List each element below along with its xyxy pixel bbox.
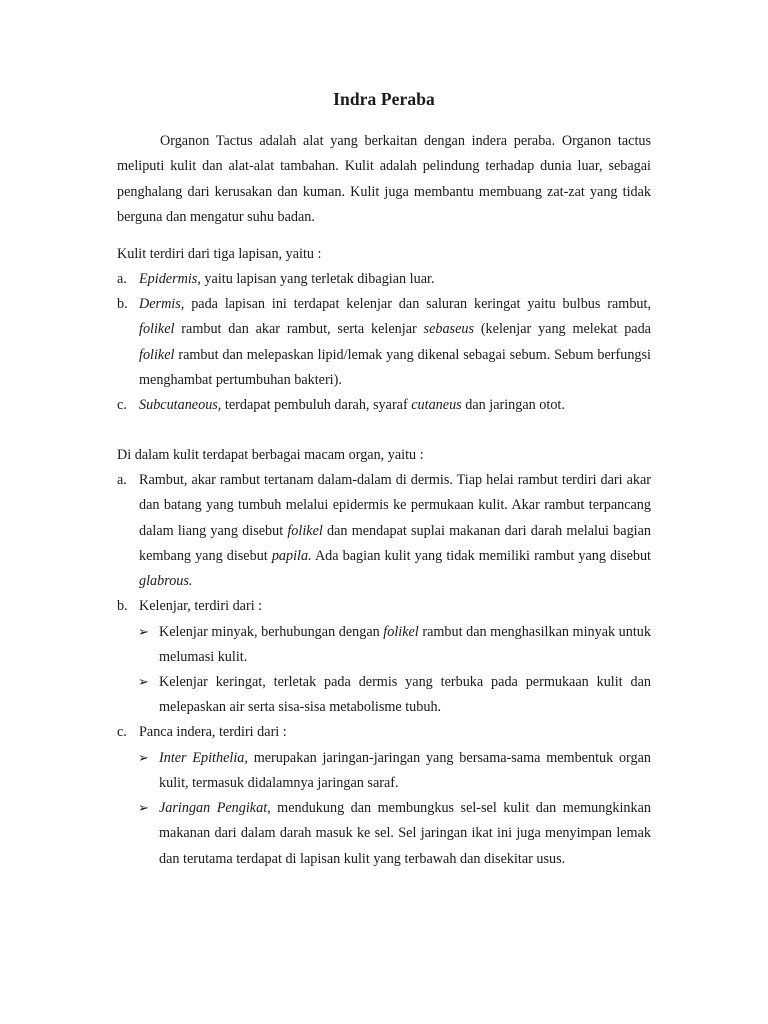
term-folikel: folikel (139, 346, 175, 363)
list-item-text: Subcutaneous, terdapat pembuluh darah, syaraf cutaneus dan jaringan otot. (139, 397, 565, 413)
term-epidermis: Epidermis, (139, 271, 201, 287)
list-item-text: Dermis, pada lapisan ini terdapat kelenjar dan saluran keringat yaitu bulbus rambut, folikel rambut dan akar rambut, serta kelenjar sebaseus (kelenjar yang melekat pada folikel rambut dan melepaskan lipid/lemak yang dikenal sebagai sebum. Sebum berfungsi menghambat pertumbuhan bakteri). (139, 296, 651, 388)
list-marker: a. (117, 271, 127, 287)
list-item-rambut (117, 468, 651, 594)
arrow-bullet-icon: ➢ (138, 675, 149, 690)
list-marker: c. (117, 724, 127, 740)
term-jaringan-pengikat: Jaringan Pengikat (159, 800, 268, 816)
page-title: Indra Peraba (333, 89, 435, 109)
arrow-bullet-icon: ➢ (138, 801, 149, 816)
sublist-item-inter-epithelia (138, 746, 651, 797)
list-item-text: Epidermis, yaitu lapisan yang terletak dibagian luar. (139, 271, 435, 287)
list-marker: b. (117, 296, 128, 312)
term-folikel: folikel (383, 624, 419, 640)
list-item-subcutaneous (117, 393, 651, 418)
term-dermis: Dermis, (139, 296, 185, 312)
term-subcutaneous: Subcutaneous, (139, 397, 222, 413)
list-marker: a. (117, 472, 127, 488)
list-item-text: Panca indera, terdiri dari : (139, 724, 287, 740)
term-inter-epithelia: Inter Epithelia (159, 750, 245, 766)
list-item-text: Kelenjar, terdiri dari : (139, 598, 263, 614)
sublist-item-text: Kelenjar keringat, terletak pada dermis yang terbuka pada permukaan kulit dan melepaskan air serta sisa-sisa metabolisme tubuh. (159, 674, 651, 716)
term-sebaseus: sebaseus (423, 321, 474, 338)
arrow-bullet-icon: ➢ (138, 625, 149, 640)
intro-paragraph: Organon Tactus adalah alat yang berkaitan dengan indera peraba. Organon tactus meliputi kulit dan alat-alat tambahan. Kulit adalah pelindung terhadap dunia luar, sebagai penghalang dari kerusakan dan kuman. Kulit juga membantu membuang zat-zat yang tidak berguna dan mengatur suhu badan. (117, 133, 651, 225)
list-item-text: Rambut, akar rambut tertanam dalam-dalam di dermis. Tiap helai rambut terdiri dari akar dan batang yang tumbuh melalui epidermis ke permukaan kulit. Akar rambut terpancang dalam liang yang disebut folikel dan mendapat suplai makanan dari darah melalui bagian kembang yang disebut papila. Ada bagian kulit yang tidak memiliki rambut yang disebut glabrous. (139, 472, 651, 590)
organs-heading: Di dalam kulit terdapat berbagai macam organ, yaitu : (117, 447, 424, 463)
sublist-item-jaringan-pengikat (138, 796, 651, 872)
list-item-panca-indera (117, 720, 651, 745)
list-item-epidermis (117, 267, 651, 292)
sublist-item-kelenjar-minyak (138, 620, 651, 671)
term-papila: papila. (271, 547, 312, 564)
term-folikel: folikel (139, 321, 175, 338)
layers-heading: Kulit terdiri dari tiga lapisan, yaitu : (117, 246, 322, 262)
sublist-item-text: Kelenjar minyak, berhubungan dengan folikel rambut dan menghasilkan minyak untuk melumasi kulit. (159, 624, 651, 666)
list-item-dermis (117, 292, 651, 393)
list-marker: b. (117, 598, 128, 614)
term-folikel: folikel (287, 522, 323, 539)
list-item-kelenjar (117, 594, 651, 619)
term-cutaneus: cutaneus (411, 397, 462, 413)
term-glabrous: glabrous. (139, 573, 193, 590)
sublist-item-text: Inter Epithelia, merupakan jaringan-jaringan yang bersama-sama membentuk organ kulit, termasuk didalamnya jaringan saraf. (159, 750, 652, 792)
sublist-item-kelenjar-keringat (138, 670, 651, 721)
sublist-item-text: Jaringan Pengikat, mendukung dan membungkus sel-sel kulit dan memungkinkan makanan dari dalam darah masuk ke sel. Sel jaringan ikat ini juga menyimpan lemak dan terutama terdapat di lapisan kulit yang terbawah dan disekitar usus. (159, 800, 651, 867)
list-marker: c. (117, 397, 127, 413)
arrow-bullet-icon: ➢ (138, 751, 149, 766)
